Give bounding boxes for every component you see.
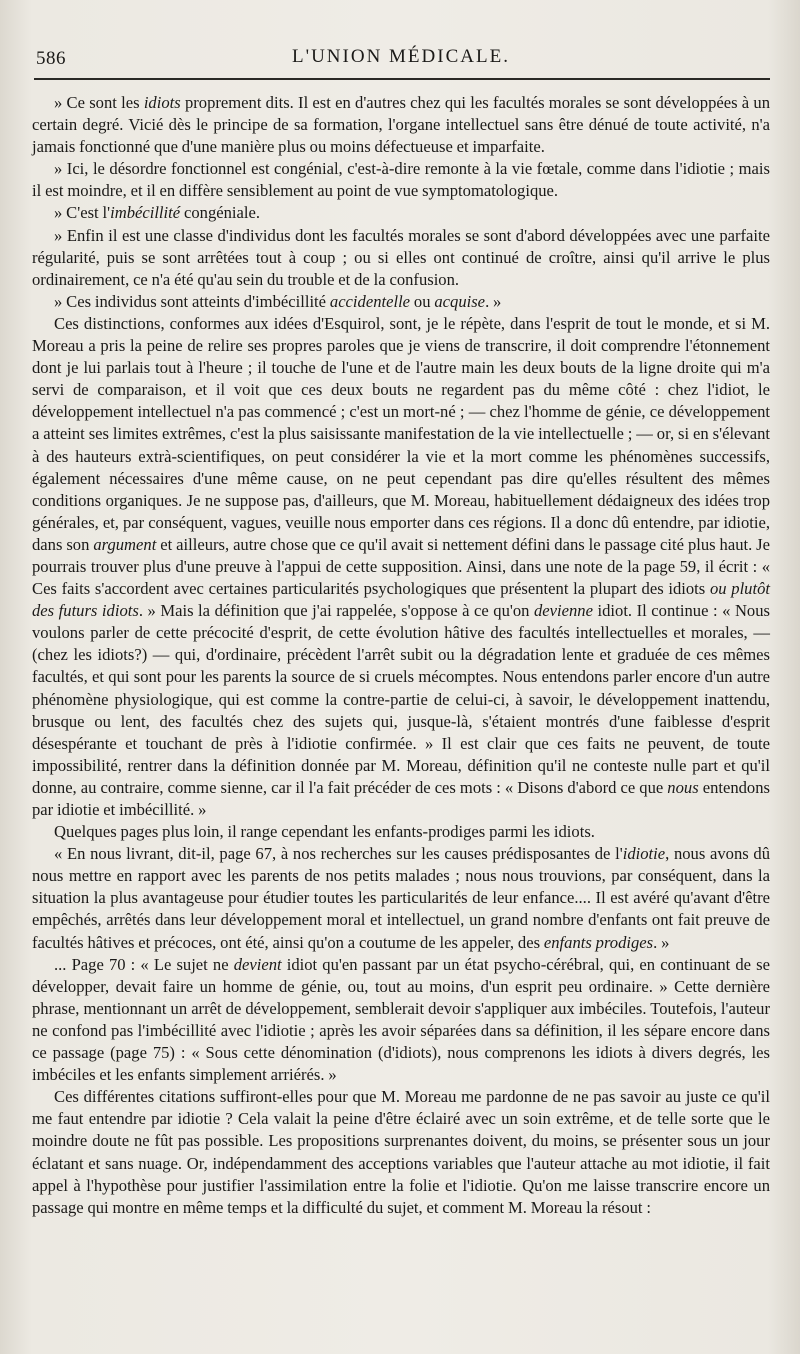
italic-run: ou plutôt des futurs idiots [32,579,770,621]
paragraph [32,313,770,821]
italic-run: acquise [434,291,486,311]
text-run: proprement dits. Il est en d'autres chez qui les facultés morales se sont développées à un certain degré. Vicié dès le principe de sa formation, l'organe intellectuel sans être dénué de toute activité, n'a jamais fonctionné que d'une manière plus ou moins défectueuse et imparfaite. [32,93,770,157]
italic-run: idiotie [622,844,666,864]
text-run: ... Page 70 : « Le sujet ne [54,954,234,974]
paragraph [32,291,770,313]
body-text [32,92,770,1219]
text-run: ou [410,291,435,311]
text-run: Ces différentes citations suffiront-elles pour que M. Moreau me pardonne de ne pas savoir au juste ce qu'il me faut entendre par idiotie ? Cela valait la peine d'être éclairé avec un soin extrême, et de telle sorte que le moindre doute ne fût pas possible. Les propositions surprenantes doivent, du moins, se présenter sous un jour éclatant et sans nuage. Or, indépendamment des acceptions variables que l'auteur attache au mot idiotie, il fait appel à l'hypothèse pour justifier l'assimilation entre la folie et l'idiotie. Qu'on me laisse transcrire encore un passage qui montre en même temps et la difficulté du sujet, et comment M. Moreau la résout : [32,1087,770,1217]
text-run: » Ici, le désordre fonctionnel est congénial, c'est-à-dire remonte à la vie fœtale, comme dans l'idiotie ; mais il est moindre, et il en diffère sensiblement au point de vue symptomatologique. [32,159,770,201]
italic-run: nous [667,777,699,797]
paragraph [32,1086,770,1219]
text-run: entendons par idiotie et imbécillité. » [32,777,770,819]
text-run: idiot. Il continue : « Nous voulons parler de cette précocité d'esprit, de cette évolution hâtive des facultés intellectuelles et morales, — (chez les idiots?) — qui, d'ordinaire, précèdent l'arrêt subit ou la dégradation lente et graduée de ces mêmes facultés, et qui sont pour les parents la source de si cruels mécomptes. Nous entendons parler encore d'un autre phénomène physiologique, qui est comme la contre-partie de celui-ci, à savoir, le développement inattendu, brusque ou lent, des facultés chez des sujets qui, jusque-là, s'étaient montrés d'une faiblesse d'esprit désespérante et touchant de près à l'idiotie confirmée. » Il est clair que ces faits ne peuvent, de toute impossibilité, rentrer dans la définition donnée par M. Moreau, définition qu'il ne conteste nulle part et qu'il donne, au contraire, comme sienne, car il l'a fait précéder de ces mots : « Disons d'abord ce que [32,601,770,797]
page-number: 586 [36,48,66,69]
text-run: congéniale. [180,203,261,223]
text-run: . » Mais la définition que j'ai rappelée, s'oppose à ce qu'on [138,601,534,621]
italic-run: argument [93,534,157,554]
paragraph [32,158,770,202]
paragraph [32,202,770,224]
text-run: . » [653,932,670,952]
italic-run: imbécillité [110,203,181,223]
italic-run: devient [233,954,282,974]
text-run: , nous avons dû nous mettre en rapport avec les parents de nos petits malades ; nous nous trouvions, par conséquent, dans la situation la plus avantageuse pour étudier toutes les particularités de leur enfance.... Il est avéré qu'avant d'être empêchés, arrêtés dans leur développement moral et intellectuel, un grand nombre d'enfants ont fait preuve de facultés hâtives et précoces, ont été, ainsi qu'on a coutume de les appeler, des [32,844,771,952]
text-run: » Ces individus sont atteints d'imbécillité [54,291,330,311]
text-run: Ces distinctions, conformes aux idées d'Esquirol, sont, je le répète, dans l'esprit de tout le monde, et si M. Moreau a pris la peine de relire ses propres paroles que je viens de transcrire, il doit comprendre l'étonnement dont je lui parlais tout à l'heure ; il touche de l'une et de l'autre main les deux bouts de la ligne droite qui m'a servi de comparaison, et il voit que ces deux bouts ne regardent pas du même côté : chez l'idiot, le développement intellectuel n'a pas commencé ; c'est un mort-né ; — chez l'homme de génie, ce développement a atteint ses limites extrêmes, c'est la plus saisissante manifestation de la vie intellectuelle ; — or, si en s'élevant à des hauteurs extrà-scientifiques, on peut considérer la vie et la mort comme les phénomènes successifs, également nécessaires d'une même cause, on ne peut cependant pas dire qu'elles résultent des mêmes conditions organiques. Je ne suppose pas, d'ailleurs, que M. Moreau, habituellement dédaigneux des idées trop générales, et, par conséquent, vagues, veuille nous emporter dans ces régions. Il a donc dû entendre, par idiotie, dans son [32,313,770,554]
paragraph [32,954,770,1087]
italic-run: devienne [534,601,593,621]
paragraph [32,92,770,158]
page-header [32,42,770,72]
paragraph [32,843,770,953]
italic-run: accidentelle [329,291,411,311]
text-run: « En nous livrant, dit-il, page 67, à nos recherches sur les causes prédisposantes de l' [54,844,623,864]
text-run: idiot qu'en passant par un état psycho-cérébral, qui, en continuant de se développer, devait faire un homme de génie, ou, tout au moins, d'un esprit peu ordinaire. » Cette dernière phrase, mentionnant un arrêt de développement, semblerait devoir s'appliquer aux imbéciles. Toutefois, l'auteur ne confond pas l'imbécillité avec l'idiotie ; après les avoir séparées dans sa définition, il les sépare encore dans ce passage (page 75) : « Sous cette dénomination (d'idiots), nous comprenons les idiots à divers degrés, les imbéciles et les enfants simplement arriérés. » [32,954,770,1085]
text-run: » Ce sont les [54,93,144,112]
paragraph [32,821,770,843]
text-run: » C'est l' [54,203,111,223]
paragraph [32,225,770,291]
text-run: » Enfin il est une classe d'individus dont les facultés morales se sont d'abord développées avec une parfaite régularité, puis se sont arrêtées tout à coup ; ou si elles ont continué de croître, ainsi qu'il arrive le plus ordinairement, ce n'a été qu'au sein du trouble et de la confusion. [32,225,770,289]
text-run: Quelques pages plus loin, il range cependant les enfants-prodiges parmi les idiots. [54,822,595,842]
header-rule [34,78,770,80]
running-title: L'UNION MÉDICALE. [292,46,510,67]
italic-run: enfants prodiges [543,932,654,952]
text-run: et ailleurs, autre chose que ce qu'il avait si nettement défini dans le passage cité plus haut. Je pourrais trouver plus d'une preuve à l'appui de cette supposition. Ainsi, dans une note de la page 59, il écrit : « Ces faits s'accordent avec certaines particularités psychologiques que présentent la plupart des idiots [32,534,770,599]
text-run: . » [485,291,502,311]
italic-run: idiots [143,93,181,112]
